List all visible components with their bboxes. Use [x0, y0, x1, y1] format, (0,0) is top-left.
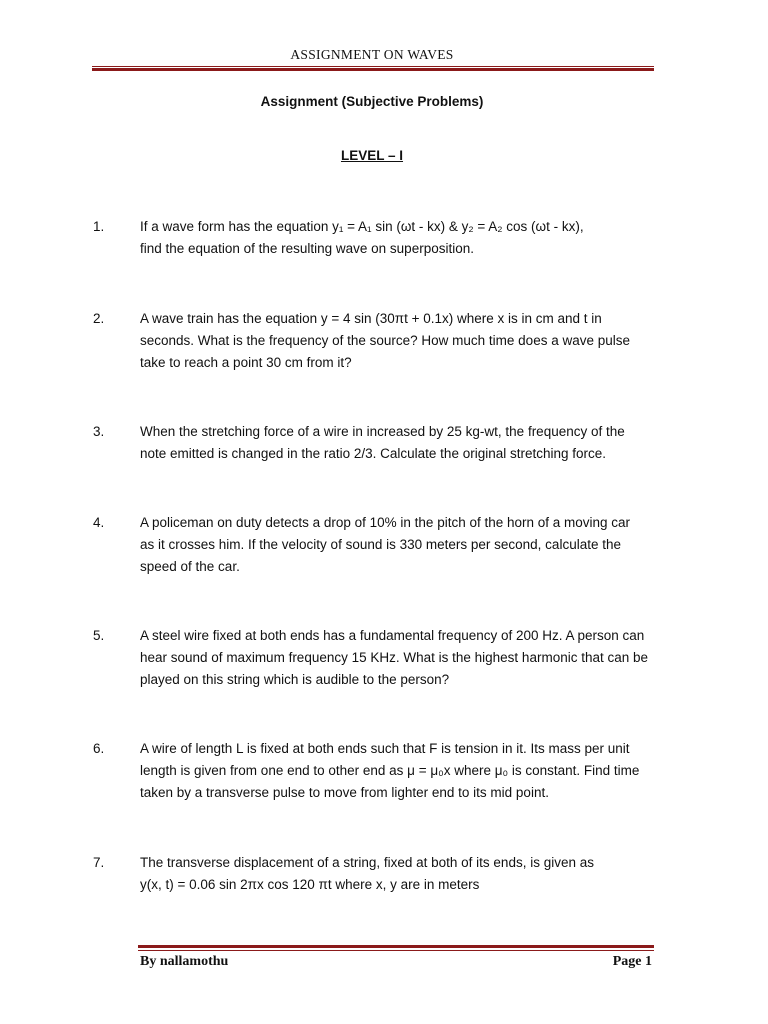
- question-line: A wire of length L is fixed at both ends such that F is tension in it. Its mass per unit: [140, 741, 630, 756]
- question-number: 4.: [93, 515, 105, 530]
- footer-page-number: Page 1: [612, 954, 652, 969]
- footer-author: By nallamothu: [140, 954, 229, 969]
- question-line: find the equation of the resulting wave on superposition.: [140, 241, 474, 256]
- question-number: 2.: [93, 311, 105, 326]
- question-line: A wave train has the equation y = 4 sin (30πt + 0.1x) where x is in cm and t in: [140, 311, 602, 326]
- question-line: played on this string which is audible to the person?: [140, 672, 450, 687]
- question-line: note emitted is changed in the ratio 2/3. Calculate the original stretching force.: [140, 446, 607, 461]
- footer-rule-thin: [138, 950, 654, 951]
- header-rule-thin: [92, 66, 654, 67]
- assignment-subtitle: Assignment (Subjective Problems): [260, 94, 484, 109]
- question-line: y(x, t) = 0.06 sin 2πx cos 120 πt where x, y are in meters: [140, 877, 480, 892]
- level-heading-text: LEVEL – I: [340, 148, 404, 163]
- question-line: hear sound of maximum frequency 15 KHz. What is the highest harmonic that can be: [140, 650, 649, 665]
- level-heading: [0, 148, 744, 163]
- question-line: A steel wire fixed at both ends has a fundamental frequency of 200 Hz. A person can: [140, 628, 645, 643]
- footer-rule-thick: [138, 945, 654, 948]
- question-number: 7.: [93, 855, 105, 870]
- question-text: [140, 216, 700, 260]
- question-line: taken by a transverse pulse to move from lighter end to its mid point.: [140, 785, 549, 800]
- question-number: 5.: [93, 628, 105, 643]
- question-line: When the stretching force of a wire in increased by 25 kg-wt, the frequency of the: [140, 424, 625, 439]
- header-rule-thick: [92, 68, 654, 71]
- question-text: [140, 852, 700, 896]
- question-text: [140, 512, 700, 578]
- question-line: A policeman on duty detects a drop of 10% in the pitch of the horn of a moving car: [140, 515, 631, 530]
- question-line: length is given from one end to other end as μ = μ₀x where μ₀ is constant. Find time: [140, 763, 640, 778]
- question-number: 1.: [93, 219, 105, 234]
- question-number: 3.: [93, 424, 105, 439]
- question-line: The transverse displacement of a string, fixed at both of its ends, is given as: [140, 855, 594, 870]
- question-text: [140, 308, 700, 374]
- question-text: [140, 625, 700, 691]
- question-line: as it crosses him. If the velocity of sound is 330 meters per second, calculate the: [140, 537, 621, 552]
- document-header-title: ASSIGNMENT ON WAVES: [290, 47, 454, 62]
- question-text: [140, 421, 700, 465]
- question-line: If a wave form has the equation y₁ = A₁ sin (ωt - kx) & y₂ = A₂ cos (ωt - kx),: [140, 219, 584, 234]
- question-number: 6.: [93, 741, 105, 756]
- question-line: take to reach a point 30 cm from it?: [140, 355, 352, 370]
- question-line: seconds. What is the frequency of the source? How much time does a wave pulse: [140, 333, 631, 348]
- question-line: speed of the car.: [140, 559, 240, 574]
- question-text: [140, 738, 700, 804]
